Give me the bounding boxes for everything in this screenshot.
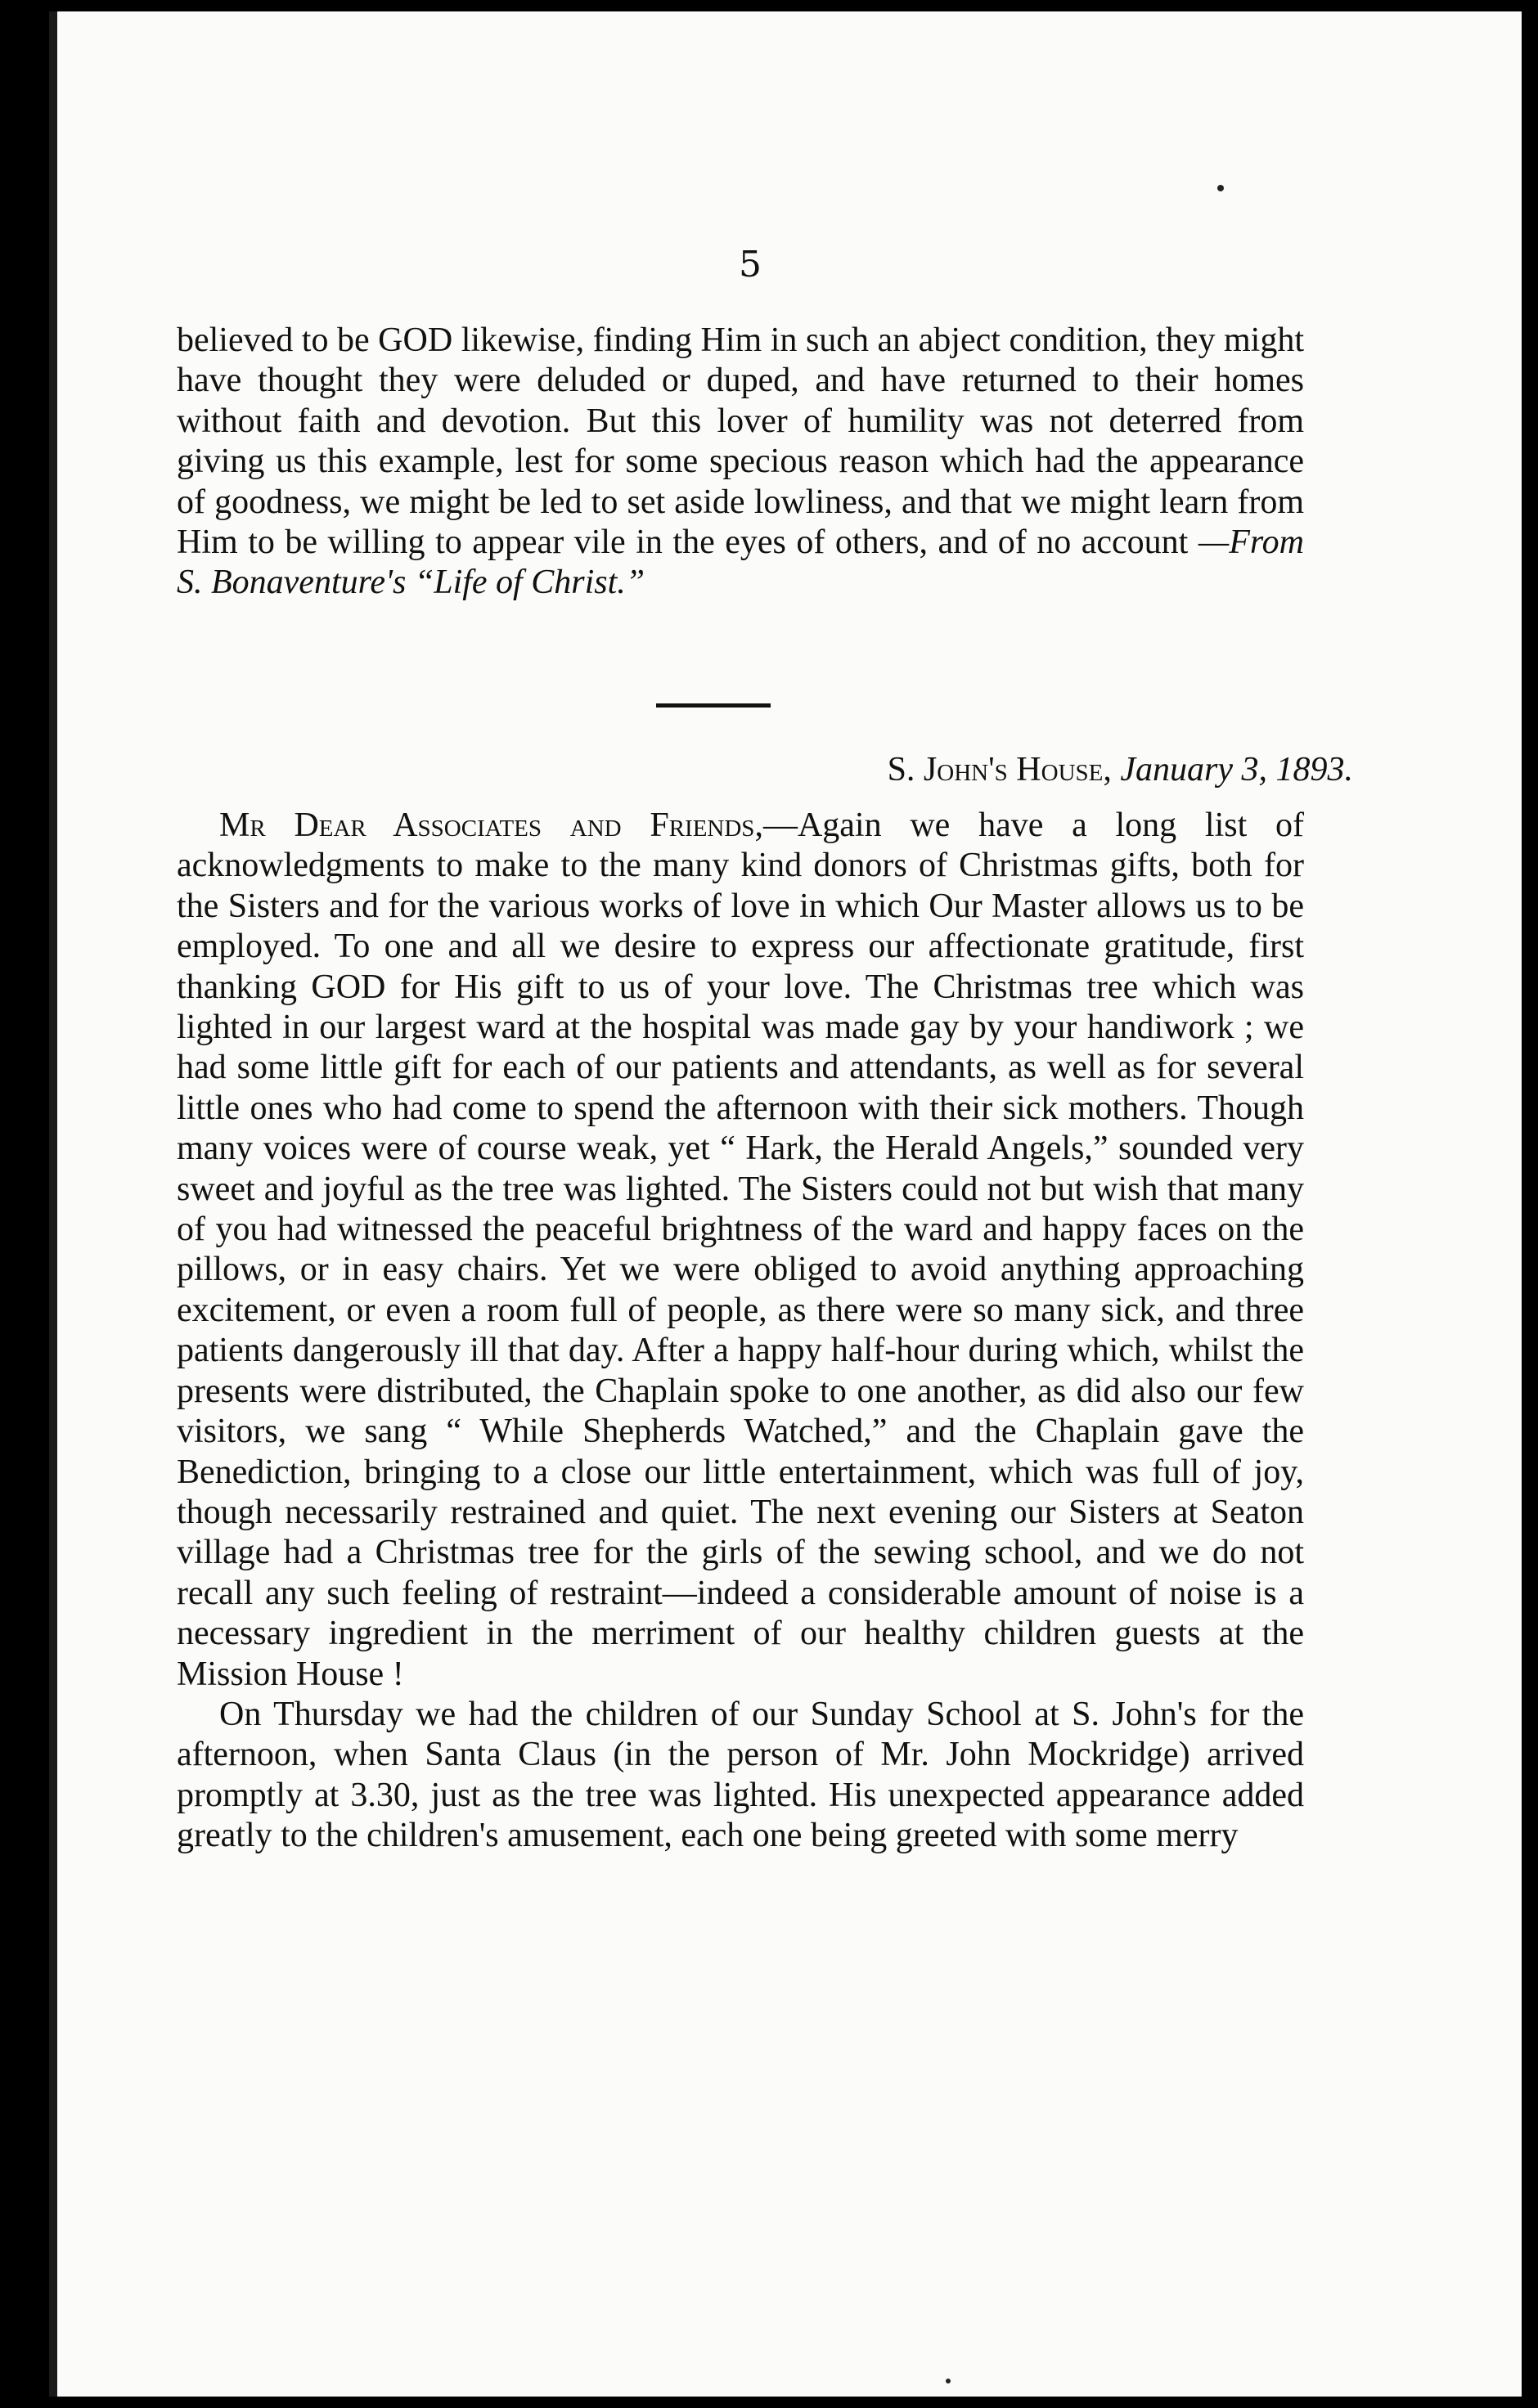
ink-speck [1217, 185, 1224, 191]
dateline [888, 750, 1353, 789]
section-divider [656, 703, 771, 708]
ink-speck [946, 2379, 951, 2383]
intro-text: believed to be GOD likewise, finding Him in such an abject condition, they might have thought they were deluded or duped, and have returned to their homes without faith and devotion. But this lover of humility was not deterred from giving us this example, lest for some specious reason which had the appearance of goodness, we might be led to set aside lowliness, and that we might learn from Him to be willing to appear vile in the eyes of others, and of no account [177, 321, 1304, 562]
salutation: Mr Dear Associates and Friends, [219, 806, 763, 844]
dateline-place: S. John's House, [887, 751, 1112, 788]
letter-paragraph-2: On Thursday we had the children of our Sunday School at S. John's for the afternoon, when Santa Claus (in the person of Mr. John Mockridge) arrived promptly at 3.30, just as the tree was lighted. His unexpected appearance added greatly to the children's amusement, each one being greeted with some merry [177, 1695, 1304, 1855]
letter-body [177, 806, 1304, 1857]
page-number: 5 [739, 244, 762, 285]
dateline-date: January 3, 1893. [1120, 751, 1353, 788]
letter-paragraph-1 [177, 806, 1304, 1695]
source-citation: —From S. Bonaventure's “Life of Christ.” [177, 523, 1304, 602]
letter-paragraph-1-text: —Again we have a long list of acknowledgments to make to the many kind donors of Christmas gifts, both for the Sisters and for the various works of love in which Our Master allows us to be employed. To one and all we desire to express our affectionate gratitude, first thanking GOD for His gift to us of your love. The Christmas tree which was lighted in our largest ward at the hospital was made gay by your handiwork ; we had some little gift for each of our patients and attendants, as well as for several little ones who had come to spend the afternoon with their sick mothers. Though many voices were of course weak, yet “ Hark, the Herald Angels,” sounded very sweet and joyful as the tree was lighted. The Sisters could not but wish that many of you had witnessed the peaceful brightness of the ward and happy faces on the pillows, or in easy chairs. Yet we were obliged to avoid anything approaching excitement, or even a room full of people, as there were so many sick, and three patients dangerously ill that day. After a happy half-hour during which, whilst the presents were distributed, the Chaplain spoke to one another, as did also our few visitors, we sang “ While Shepherds Watched,” and the Chaplain gave the Benediction, bringing to a close our little entertainment, which was full of joy, though necessarily restrained and quiet. The next evening our Sisters at Seaton village had a Christmas tree for the girls of the sewing school, and we do not recall any such feeling of restraint—indeed a considerable amount of noise is a necessary ingredient in the merriment of our healthy children guests at the Mission House ! [177, 806, 1305, 1693]
intro-paragraph [177, 321, 1304, 604]
